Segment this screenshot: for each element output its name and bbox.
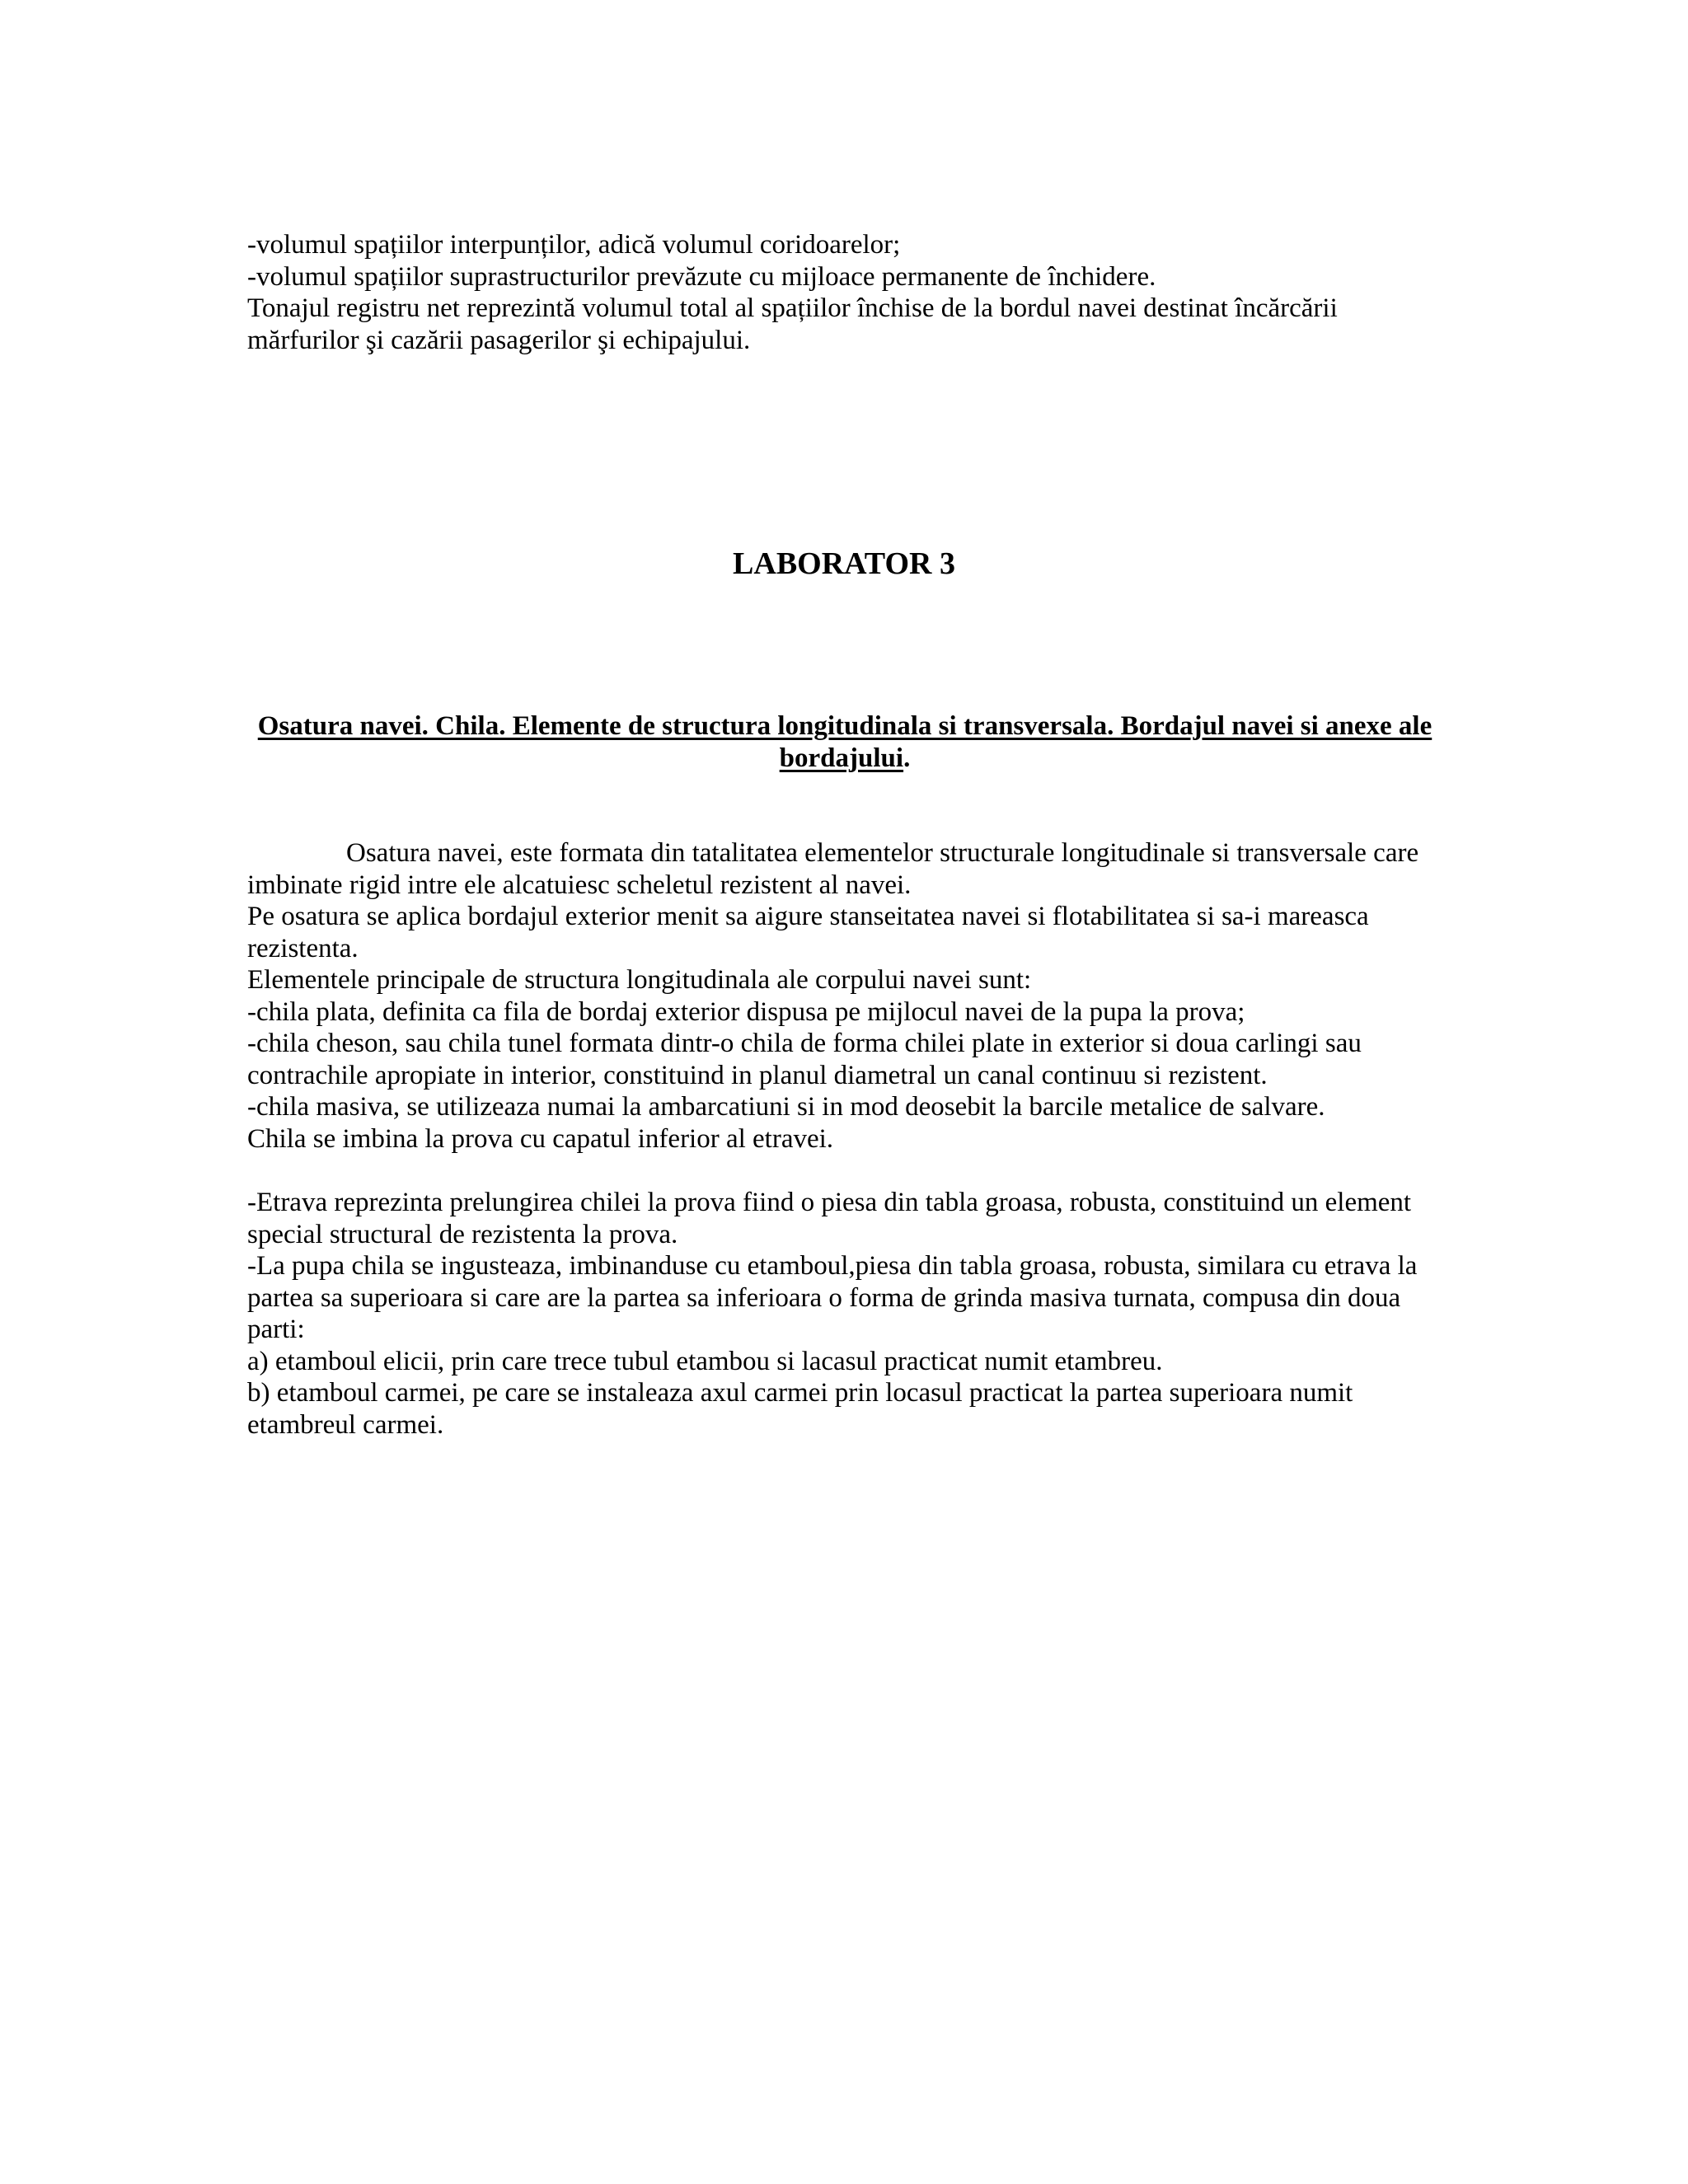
text-line: -La pupa chila se ingusteaza, imbinanduse cu etamboul,piesa din tabla groasa, robusta, similara cu etrava la: [247, 1251, 1418, 1281]
body-paragraph-structure: [247, 837, 1442, 1155]
text-line: -chila masiva, se utilizeaza numai la ambarcatiuni si in mod deosebit la barcile metalice de salvare.: [247, 1092, 1325, 1122]
lab-title: LABORATOR 3: [733, 546, 955, 581]
section-heading-line: Osatura navei. Chila. Elemente de structura longitudinala si transversala. Bordajul navei si anexe ale: [257, 711, 1432, 741]
text-line: Osatura navei, este formata din tatalitatea elementelor structurale longitudinale si transversale care: [346, 838, 1419, 868]
text-line: a) etamboul elicii, prin care trece tubul etambou si lacasul practicat numit etambreu.: [247, 1346, 1163, 1376]
section-heading-line: [247, 743, 1442, 775]
text-line: mărfurilor şi cazării pasagerilor şi echipajului.: [247, 325, 751, 355]
text-line: -volumul spațiilor interpunților, adică volumul coridoarelor;: [247, 230, 901, 260]
text-line: imbinate rigid intre ele alcatuiesc scheletul rezistent al navei.: [247, 869, 912, 900]
text-line: special structural de rezistenta la prova.: [247, 1219, 678, 1249]
text-line: Elementele principale de structura longitudinala ale corpului navei sunt:: [247, 965, 1032, 995]
text-line: -Etrava reprezinta prelungirea chilei la prova fiind o piesa din tabla groasa, robusta, constituind un element: [247, 1188, 1412, 1217]
text-line: contrachile apropiate in interior, constituind in planul diametral un canal continuu si rezistent.: [247, 1060, 1268, 1090]
text-line: -chila cheson, sau chila tunel formata dintr-o chila de forma chilei plate in exterior si doua carlingi sau: [247, 1029, 1362, 1058]
section-heading-underlined: bordajului: [779, 743, 904, 773]
text-line: parti:: [247, 1315, 305, 1344]
section-heading: [247, 710, 1442, 775]
text-line: Tonajul registru net reprezintă volumul total al spațiilor închise de la bordul navei destinat încărcării: [247, 293, 1338, 323]
section-heading-tail: .: [903, 743, 911, 773]
text-line: Chila se imbina la prova cu capatul inferior al etravei.: [247, 1123, 834, 1154]
text-line: -chila plata, definita ca fila de bordaj exterior dispusa pe mijlocul navei de la pupa la prova;: [247, 996, 1245, 1027]
intro-paragraph: [247, 229, 1442, 356]
text-line: partea sa superioara si care are la partea sa inferioara o forma de grinda masiva turnata, compusa din doua: [247, 1282, 1401, 1313]
body-paragraph-etrava: [247, 1187, 1442, 1441]
text-line: b) etamboul carmei, pe care se instaleaza axul carmei prin locasul practicat la partea superioara numit: [247, 1378, 1353, 1408]
text-line: etambreul carmei.: [247, 1409, 444, 1440]
text-line: Pe osatura se aplica bordajul exterior menit sa aigure stanseitatea navei si flotabilitatea si sa-i mareasca: [247, 902, 1369, 931]
text-line: -volumul spațiilor suprastructurilor prevăzute cu mijloace permanente de închidere.: [247, 261, 1156, 292]
text-line: rezistenta.: [247, 933, 359, 963]
